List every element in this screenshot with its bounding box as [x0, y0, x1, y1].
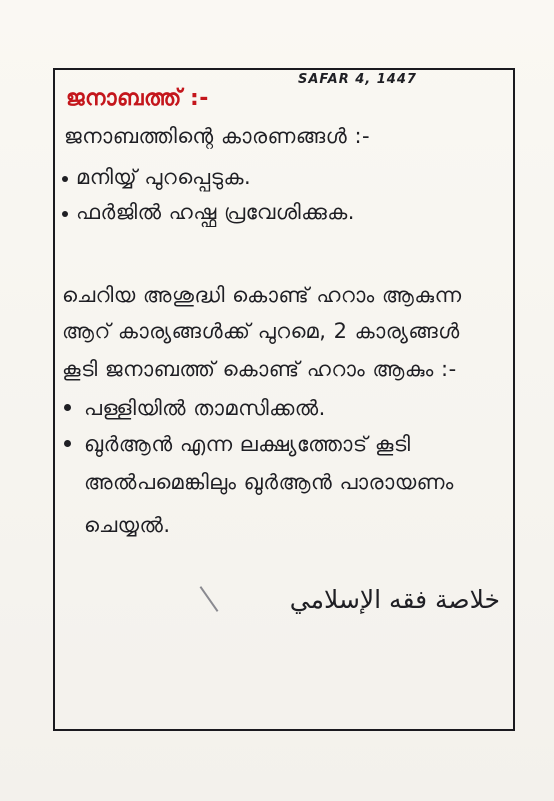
- date-label: SAFAR 4, 1447: [298, 72, 417, 87]
- item-1: പള്ളിയിൽ താമസിക്കൽ.: [84, 396, 326, 420]
- paragraph-line-1: ചെറിയ അശുദ്ധി കൊണ്ട് ഹറാം ആകുന്ന: [62, 283, 462, 307]
- cause-item-2: ഫർജിൽ ഹഷ്ഫ പ്രവേശിക്കുക.: [76, 200, 355, 224]
- bullet-icon: [64, 440, 71, 447]
- bullet-icon: [62, 211, 68, 217]
- paragraph-line-2: ആറ് കാര്യങ്ങൾക്ക് പുറമെ, 2 കാര്യങ്ങൾ: [62, 319, 460, 343]
- item-2-end: ചെയ്യൽ.: [84, 513, 171, 537]
- bullet-icon: [64, 404, 71, 411]
- page-title: ജനാബത്ത് :-: [66, 86, 209, 111]
- item-2-continued: അൽപമെങ്കിലും ഖുർആൻ പാരായണം: [84, 470, 454, 494]
- bullet-icon: [62, 176, 68, 182]
- item-2: ഖുർആൻ എന്ന ലക്ഷ്യത്തോട് കൂടി: [84, 432, 411, 456]
- causes-heading: ജനാബത്തിന്റെ കാരണങ്ങൾ :-: [64, 124, 371, 148]
- cause-item-1: മനിയ്യ് പുറപ്പെടുക.: [76, 165, 252, 189]
- source-reference: خلاصة فقه الإسلامي: [289, 585, 500, 614]
- paragraph-line-3: കൂടി ജനാബത്ത് കൊണ്ട് ഹറാം ആകും :-: [62, 357, 457, 381]
